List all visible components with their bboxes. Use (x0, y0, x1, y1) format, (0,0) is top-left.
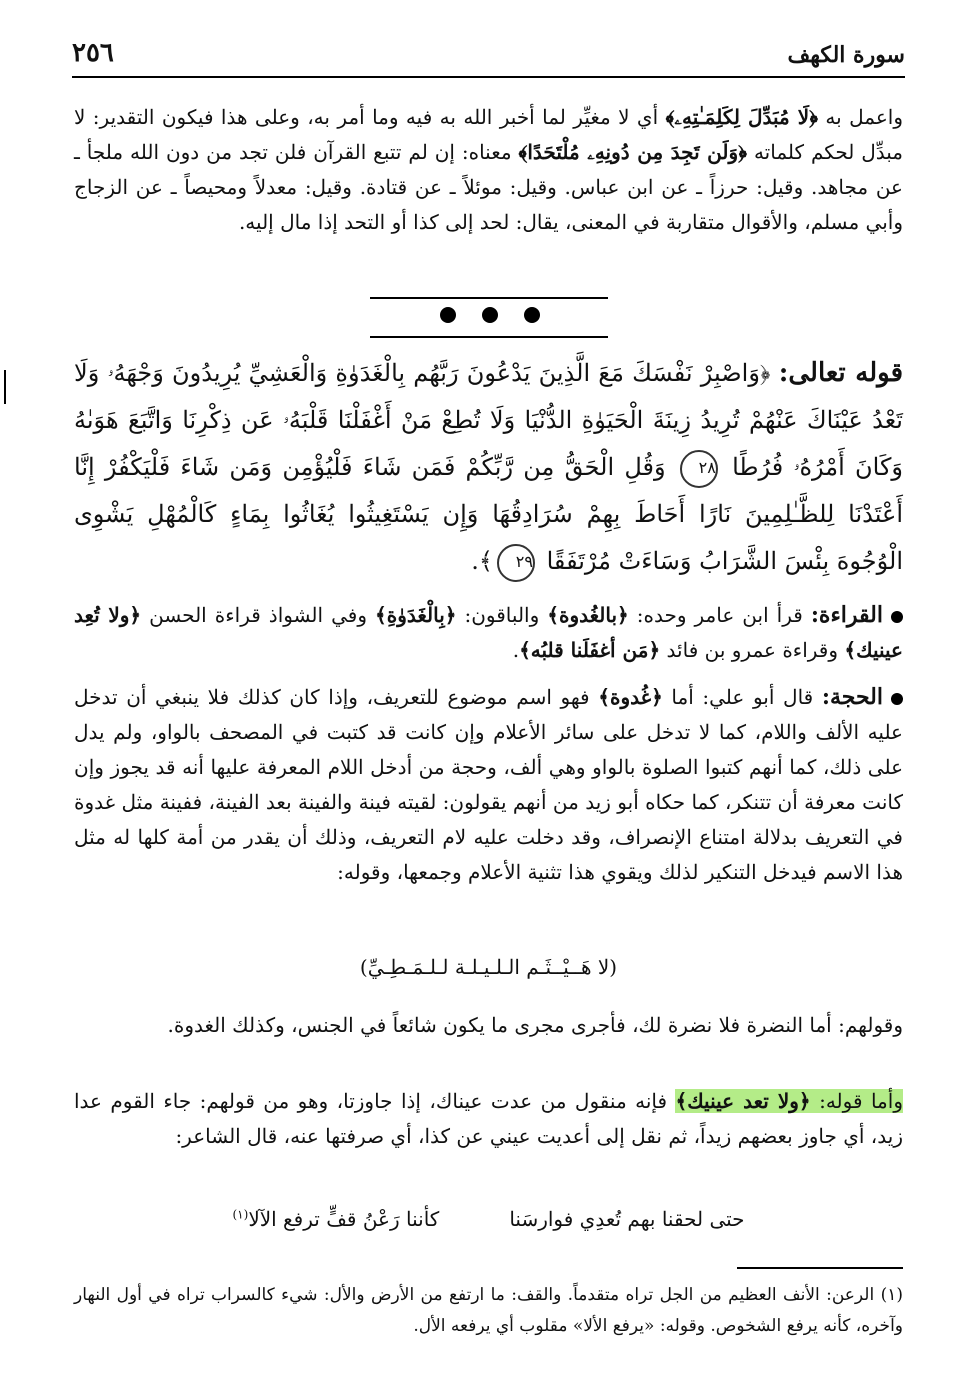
verse-intro: قوله تعالى: (778, 358, 904, 388)
footnote (74, 1280, 903, 1342)
previous-commentary: واعمل به ﴿لَا مُبَدِّلَ لِكَلِمَـٰتِهِۦ﴾ أي لا مغيِّر لما أخبر الله به فيه وما أمر به، وعلى هذا فيكون التقدير: لا مبدِّل لحكم كلماته ﴿وَلَن تَجِدَ مِن دُونِهِۦ مُلْتَحَدًا﴾ معناه: إن لم تتبع القرآن فلن تجد من دون الله ملجأ ـ عن مجاهد. وقيل: حرزاً ـ عن ابن عباس. وقيل: موئلاً ـ عن قتادة. وقيل: معدلاً ومحيصاً ـ عن الزجاج وأبي مسلم، والأقوال متقاربة في المعنى، يقال: لحد إلى كذا أو التحد إذا مال إليه. (74, 105, 904, 234)
margin-mark (4, 370, 6, 404)
bullet-icon (891, 611, 903, 623)
amma-paragraph: وأما قوله: ﴿ولا تعد عينيك﴾ فإنه منقول من عدت عيناك، إذا جاوزتا، وهو من قولهم: جاء القوم عدا زيد، أي جاوز بعضهم زيداً، ثم نقل إلى أعديت عيني عن كذا، أي صرفتها عنه، قال الشاعر: (74, 1089, 903, 1148)
section-label: القراءة: (810, 602, 883, 628)
ayah-number-marker: ٢٩ (497, 544, 535, 582)
after-poem-paragraph: وقولهم: أما النضرة فلا نضرة لك، فأجرى مجرى ما يكون شائعاً في الجنس، وكذلك الغدوة. (167, 1013, 903, 1037)
footnote-number: (١) (880, 1285, 904, 1305)
poem-verse-1: (لا هَــيْــثَـم الـلـيـلـة لـلـمَـطِـيِّ) (359, 955, 618, 979)
page-number: ٢٥٦ (72, 38, 114, 68)
quran-quote: ﴿لَا مُبَدِّلَ لِكَلِمَـٰتِهِۦ﴾ (665, 105, 819, 129)
section-label: الحجة: (821, 684, 883, 710)
hujja-section: الحجة: قال أبو علي: أما ﴿غُدوة﴾ فهو اسم موضوع للتعريف، وإذا كان كذلك فلا ينبغي أن تدخل عليه الألف واللام، كما لا تدخل على سائر الأعلام وإن كانت قد كتبت في المصحف بالواو، ولم يدل على ذلك، كما أنهم كتبوا الصلوة بالواو وهي ألف، وحجة من أدخل اللام المعرفة عليها أنه قد يجوز وإن كانت معرفة أن تتنكر، كما حكاه أبو زيد من أنهم يقولون: لقيته فينة والفينة بعد الفينة، ففينة مثل غدوة في التعريف بدلالة امتناع الإنصراف، وقد دخلت عليه لام التعريف، وذلك أن يقدر من أمة كلها له مثل هذا الاسم فيدخل التنكير لذلك ويقوي هذا تثنية الأعلام وجمعها، وقوله: (74, 684, 903, 884)
ayah-number-marker: ٢٨ (680, 450, 718, 488)
separator-top (370, 297, 608, 299)
page-header (72, 38, 905, 74)
footnote-rule (737, 1267, 903, 1269)
hemistich-first: حتى لحقنا بهم تُعدِي فوارسَنا (509, 1207, 745, 1231)
quran-quote: ﴿وَلَن تَجِدَ مِن دُونِهِۦ مُلْتَحَدًا﴾ (518, 140, 748, 164)
hemistich-second: كأننا رَعْنُ قفٍّ ترفع الآلا$^{(١)}$ (232, 1207, 440, 1231)
dot-ornament (524, 307, 540, 323)
quran-verse: قوله تعالى: ﴿وَاصْبِرْ نَفْسَكَ مَعَ الَّذِينَ يَدْعُونَ رَبَّهُم بِالْغَدَوٰةِ وَالْعَشِيِّ يُرِيدُونَ وَجْهَهُۥ وَلَا تَعْدُ عَيْنَاكَ عَنْهُمْ تُرِيدُ زِينَةَ الْحَيَوٰةِ الدُّنْيَا وَلَا تُطِعْ مَنْ أَغْفَلْنَا قَلْبَهُۥ عَن ذِكْرِنَا وَاتَّبَعَ هَوَىٰهُ وَكَانَ أَمْرُهُۥ فُرُطًا ٢٨ وَقُلِ الْحَقُّ مِن رَّبِّكُمْ فَمَن شَاءَ فَلْيُؤْمِن وَمَن شَاءَ فَلْيَكْفُرْ إِنَّا أَعْتَدْنَا لِلظَّـٰلِمِينَ نَارًا أَحَاطَ بِهِمْ سُرَادِقُهَا وَإِن يَسْتَغِيثُوا يُغَاثُوا بِمَاءٍ كَالْمُهْلِ يَشْوِى الْوُجُوهَ بِئْسَ الشَّرَابُ وَسَاءَتْ مُرْتَفَقًا ٢٩﴾. (74, 350, 903, 585)
qiraa-section: القراءة: قرأ ابن عامر وحده: ﴿بالغُدوة﴾ والباقون: ﴿بِالْغَدَوٰةِ﴾ وفي الشواذ قراءة الحسن ﴿ولا تُعِد عينيك﴾ وقراءة عمرو بن فائد ﴿مَن أغفَلَنا قلبُه﴾. (74, 602, 903, 662)
header-rule (72, 76, 905, 78)
footnote-text: الرعن: الأنف العظيم من الجل تراه متقدماً. والقف: ما ارتفع من الأرض والأل: شيء كالسراب تراه في أول النهار وآخره، كأنه يرفع الشخوص. وقوله: «يرفع الألا» مقلوب أي يرفعه الأل. (74, 1285, 903, 1336)
section-dots (440, 307, 540, 323)
dot-ornament (482, 307, 498, 323)
bullet-icon (891, 693, 903, 705)
surah-title: سورة الكهف (787, 42, 905, 68)
footnote-reference: (١) (232, 1207, 249, 1222)
dot-ornament (440, 307, 456, 323)
poem-verse-2 (74, 1207, 903, 1231)
separator-bottom (370, 336, 608, 338)
highlighted-text: وأما قوله: ﴿ولا تعد عينيك﴾ (675, 1089, 903, 1113)
